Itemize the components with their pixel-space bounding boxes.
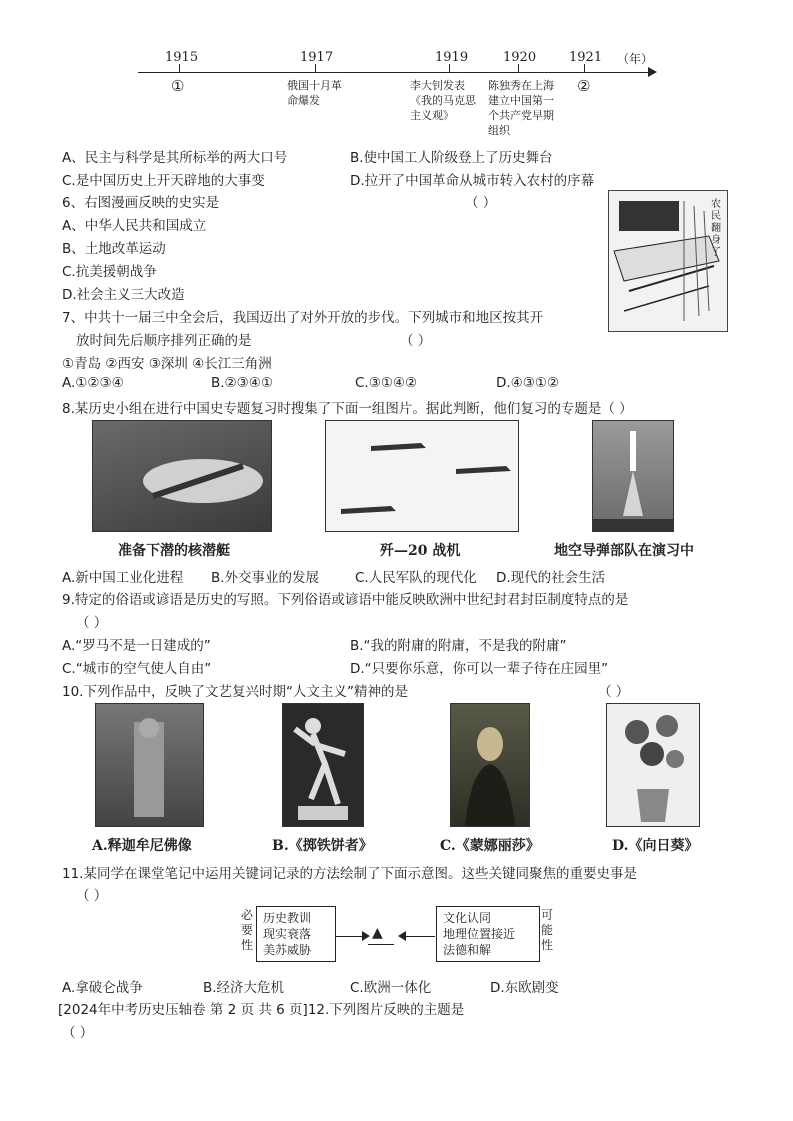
missile-launch-photo [592, 420, 674, 532]
q10-option-a[interactable]: A.释迦牟尼佛像 [92, 838, 192, 854]
q9-option-c[interactable]: C.“城市的空气使人自由” [62, 661, 212, 677]
year-1915: 1915 [165, 50, 199, 65]
q9-option-a[interactable]: A.“罗马不是一日建成的” [62, 638, 211, 654]
q6-option-c[interactable]: C.抗美援朝战争 [62, 264, 157, 280]
discobolus-photo [282, 703, 364, 827]
q7-answer-paren[interactable]: （ ） [400, 333, 432, 349]
q10-stem: 10.下列作品中，反映了文艺复兴时期“人文主义”精神的是 [62, 684, 408, 700]
possibility-item-3: 法德和解 [443, 943, 492, 957]
necessity-item-1: 历史教训 [263, 911, 312, 925]
event-1917: 俄国十月革命爆发 [287, 79, 342, 107]
timeline-unit: （年） [617, 52, 654, 66]
q7-option-a[interactable]: A.①②③④ [62, 375, 124, 391]
q11-option-d[interactable]: D.东欧剧变 [490, 980, 559, 996]
marker-2: ② [577, 77, 591, 95]
q7-stem-line-2: 放时间先后顺序排列正确的是 [76, 333, 252, 349]
q7-items: ①青岛 ②西安 ③深圳 ④长江三角洲 [62, 356, 272, 372]
q8-option-d[interactable]: D.现代的社会生活 [496, 570, 606, 586]
q10-answer-paren[interactable]: （ ） [598, 684, 630, 700]
q7-option-b[interactable]: B.②③④① [211, 375, 273, 391]
right-arrow-icon [362, 931, 370, 941]
year-1920: 1920 [503, 50, 537, 65]
q8-stem: 8.某历史小组在进行中国史专题复习时搜集了下面一组图片。据此判断，他们复习的专题是（ ） [62, 401, 633, 417]
q9-option-b[interactable]: B.“我的附庸的附庸，不是我的附庸” [350, 638, 567, 654]
q6-stem: 6、右图漫画反映的史实是 [62, 195, 220, 211]
cartoon-caption: 农民翻身了 [711, 199, 721, 258]
possibility-item-1: 文化认同 [443, 911, 492, 925]
fighter-jets-photo [325, 420, 519, 532]
q6-option-b[interactable]: B、土地改革运动 [62, 241, 166, 257]
left-arrow-line [335, 936, 365, 937]
q6-option-d[interactable]: D.社会主义三大改造 [62, 287, 185, 303]
q7-stem-line-1: 7、中共十一届三中全会后，我国迈出了对外开放的步伐。下列城市和地区按其开 [62, 310, 544, 326]
q11-option-c[interactable]: C.欧洲一体化 [350, 980, 432, 996]
q10-option-b[interactable]: B.《掷铁饼者》 [272, 838, 373, 854]
q10-option-d[interactable]: D.《向日葵》 [612, 838, 699, 854]
q9-answer-paren[interactable]: （ ） [76, 615, 108, 631]
possibility-item-2: 地理位置接近 [443, 927, 516, 941]
q6-cartoon-image [608, 190, 728, 332]
q12-answer-paren[interactable]: （ ） [62, 1025, 94, 1041]
q11-option-a[interactable]: A.拿破仑战争 [62, 980, 143, 996]
necessity-box [256, 906, 336, 962]
q8-caption-1: 准备下潜的核潜艇 [118, 543, 230, 559]
q9-option-d[interactable]: D.“只要你乐意，你可以一辈子待在庄园里” [350, 661, 609, 677]
necessity-label: 必要性 [240, 908, 253, 952]
sunflowers-photo [606, 703, 700, 827]
q11-answer-paren[interactable]: （ ） [76, 888, 108, 904]
possibility-box [436, 906, 540, 962]
year-1921: 1921 [569, 50, 603, 65]
event-1920: 陈独秀在上海建立中国第一个共产党早期组织 [488, 79, 554, 137]
timeline-axis [138, 72, 650, 73]
submarine-photo [92, 420, 272, 532]
right-arrow-line [405, 936, 435, 937]
q11-option-b[interactable]: B.经济大危机 [203, 980, 285, 996]
q8-caption-2: 歼—20 战机 [380, 543, 461, 559]
q7-option-c[interactable]: C.③①④② [355, 375, 418, 391]
year-1917: 1917 [300, 50, 334, 65]
q5-option-b[interactable]: B.使中国工人阶级登上了历史舞台 [350, 150, 553, 166]
center-underline [368, 944, 394, 945]
q9-stem: 9.特定的俗语或谚语是历史的写照。下列俗语或谚语中能反映欧洲中世纪封君封臣制度特点的是 [62, 592, 629, 608]
necessity-item-3: 美苏威胁 [263, 943, 312, 957]
q5-option-c[interactable]: C.是中国历史上开天辟地的大事变 [62, 173, 265, 189]
q8-option-a[interactable]: A.新中国工业化进程 [62, 570, 184, 586]
q10-option-c[interactable]: C.《蒙娜丽莎》 [440, 838, 540, 854]
timeline-arrow-icon [648, 67, 657, 77]
mona-lisa-photo [450, 703, 530, 827]
q6-option-a[interactable]: A、中华人民共和国成立 [62, 218, 207, 234]
q8-caption-3: 地空导弹部队在演习中 [554, 543, 694, 559]
q7-option-d[interactable]: D.④③①② [496, 375, 560, 391]
q11-stem: 11.某同学在课堂笔记中运用关键词记录的方法绘制了下面示意图。这些关键同聚焦的重要史事是 [62, 866, 637, 882]
q5-option-d[interactable]: D.拉开了中国革命从城市转入农村的序幕 [350, 173, 595, 189]
event-1919: 李大钊发表《我的马克思主义观》 [410, 79, 476, 122]
q8-option-c[interactable]: C.人民军队的现代化 [355, 570, 477, 586]
center-triangle: ▲ [372, 925, 383, 941]
necessity-item-2: 现实衰落 [263, 927, 312, 941]
q6-answer-paren[interactable]: （ ） [465, 195, 497, 211]
buddha-statue-photo [95, 703, 204, 827]
q5-option-a[interactable]: A、民主与科学是其所标举的两大口号 [62, 150, 288, 166]
q8-option-b[interactable]: B.外交事业的发展 [211, 570, 320, 586]
marker-1: ① [171, 77, 185, 95]
year-1919: 1919 [435, 50, 469, 65]
possibility-label: 可能性 [540, 908, 553, 952]
page-footer: [2024年中考历史压轴卷 第 2 页 共 6 页]12.下列图片反映的主题是 [58, 1002, 465, 1018]
